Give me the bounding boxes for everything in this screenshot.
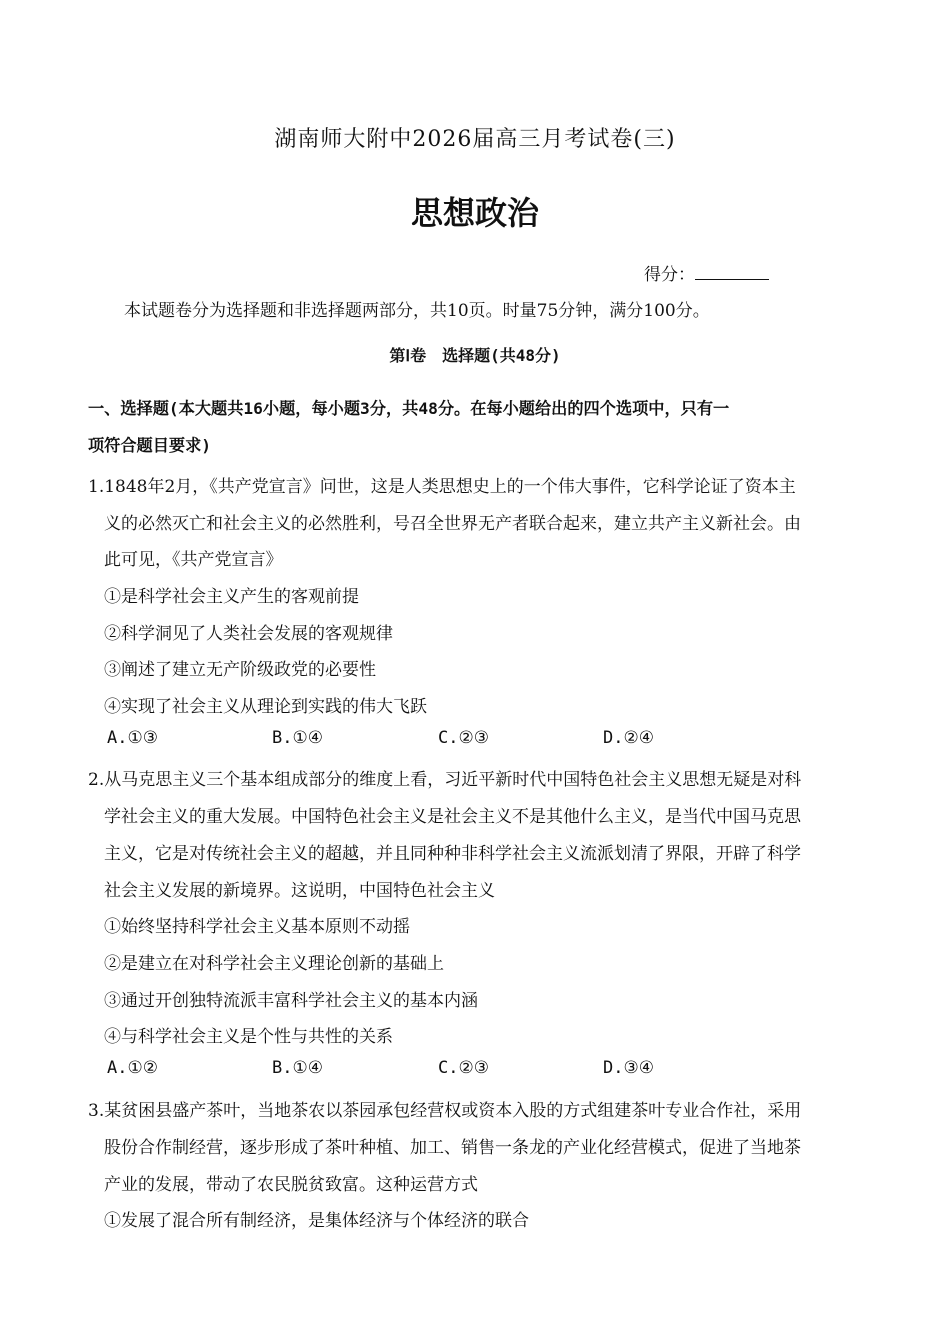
q2-item-4: ④与科学社会主义是个性与共性的关系 <box>104 1027 393 1047</box>
q1-item-3: ③阐述了建立无产阶级政党的必要性 <box>104 660 376 680</box>
score-blank <box>695 265 769 280</box>
q1-item-1: ①是科学社会主义产生的客观前提 <box>104 587 359 607</box>
section-heading-line-1: 一、选择题(本大题共16小题，每小题3分，共48分。在每小题给出的四个选项中，只有一 <box>88 399 730 418</box>
q2-item-3: ③通过开创独特流派丰富科学社会主义的基本内涵 <box>104 991 478 1011</box>
q1-option-a: A.①③ <box>107 728 158 748</box>
q1-stem-line-3: 此可见，《共产党宣言》 <box>104 550 283 570</box>
q1-option-b: B.①④ <box>272 728 323 748</box>
q2-option-a: A.①② <box>107 1058 158 1078</box>
q2-stem-line-4: 社会主义发展的新境界。这说明，中国特色社会主义 <box>104 881 495 901</box>
score-field <box>644 260 769 285</box>
score-label: 得分： <box>644 265 695 285</box>
q3-stem-line-3: 产业的发展，带动了农民脱贫致富。这种运营方式 <box>104 1175 478 1195</box>
q2-option-b: B.①④ <box>272 1058 323 1078</box>
q2-stem-line-1: 2.从马克思主义三个基本组成部分的维度上看，习近平新时代中国特色社会主义思想无疑是对科 <box>88 770 802 790</box>
part-heading: 第Ⅰ卷 选择题(共48分) <box>389 346 561 365</box>
q2-option-d: D.③④ <box>603 1058 654 1078</box>
q2-item-2: ②是建立在对科学社会主义理论创新的基础上 <box>104 954 444 974</box>
section-heading-line-2: 项符合题目要求) <box>88 436 212 455</box>
subject-title: 思想政治 <box>410 194 539 232</box>
q1-item-4: ④实现了社会主义从理论到实践的伟大飞跃 <box>104 697 427 717</box>
q2-item-1: ①始终坚持科学社会主义基本原则不动摇 <box>104 917 410 937</box>
q2-stem-line-2: 学社会主义的重大发展。中国特色社会主义是社会主义不是其他什么主义，是当代中国马克思 <box>104 807 801 827</box>
q1-stem-line-1: 1.1848年2月，《共产党宣言》问世，这是人类思想史上的一个伟大事件，它科学论证了资本主 <box>88 477 796 497</box>
q2-option-c: C.②③ <box>438 1058 489 1078</box>
exam-intro: 本试题卷分为选择题和非选择题两部分，共10页。时量75分钟，满分100分。 <box>124 301 710 321</box>
q1-item-2: ②科学洞见了人类社会发展的客观规律 <box>104 624 393 644</box>
q1-option-c: C.②③ <box>438 728 489 748</box>
q1-stem-line-2: 义的必然灭亡和社会主义的必然胜利，号召全世界无产者联合起来，建立共产主义新社会。由 <box>104 514 801 534</box>
q1-option-d: D.②④ <box>603 728 654 748</box>
q3-item-1: ①发展了混合所有制经济，是集体经济与个体经济的联合 <box>104 1211 529 1231</box>
q3-stem-line-2: 股份合作制经营，逐步形成了茶叶种植、加工、销售一条龙的产业化经营模式，促进了当地茶 <box>104 1138 801 1158</box>
exam-title: 湖南师大附中2026届高三月考试卷(三) <box>274 127 676 152</box>
q3-stem-line-1: 3.某贫困县盛产茶叶，当地茶农以茶园承包经营权或资本入股的方式组建茶叶专业合作社，采用 <box>88 1101 802 1121</box>
q2-stem-line-3: 主义，它是对传统社会主义的超越，并且同种种非科学社会主义流派划清了界限，开辟了科学 <box>104 844 801 864</box>
